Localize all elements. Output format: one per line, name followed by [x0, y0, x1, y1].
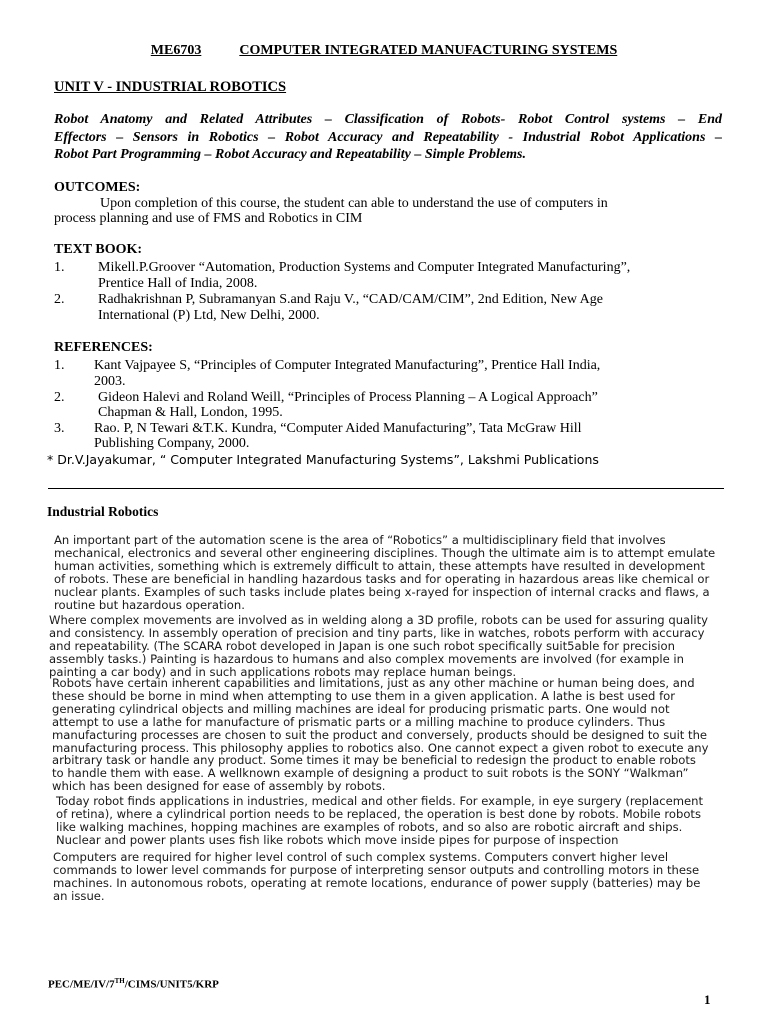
- textbook-heading: TEXT BOOK:: [54, 242, 143, 257]
- body-line: and repeatability. (The SCARA robot developed in Japan is one such robot specifically suit5able for precision: [49, 638, 675, 653]
- reference-line: Publishing Company, 2000.: [94, 436, 250, 451]
- topics-line: Effectors – Sensors in Robotics – Robot Accuracy and Repeatability - Industrial Robot Applications –: [54, 129, 722, 145]
- body-line: painting a car body) and in such applications robots may replace human beings.: [49, 664, 517, 679]
- references-heading: REFERENCES:: [54, 340, 153, 355]
- body-line: of retina), where a cylindrical portion needs to be replaced, the operation is best done by robots. Mobile robots: [56, 806, 702, 821]
- reference-line: 2003.: [94, 374, 126, 389]
- body-line: nuclear plants. Examples of such tasks include plates being x-rayed for inspection of internal cracks and flaws, a: [54, 584, 710, 599]
- body-line: mechanical, electronics and several other engineering disciplines. Though the ultimate aim is to attempt emulate: [54, 545, 716, 560]
- body-line: human activities, something which is extremely difficult to attain, these attempts have resulted in development: [54, 558, 705, 573]
- outcomes-line: Upon completion of this course, the student can able to understand the use of computers in: [100, 196, 608, 211]
- body-line: Today robot finds applications in industries, medical and other fields. For example, in eye surgery (replacement: [56, 794, 704, 808]
- body-line: arbitrary task or handle any product. Some times it may be beneficial to redesign the product to enable robots: [52, 753, 696, 768]
- page-number: 1: [704, 992, 711, 1007]
- body-line: Where complex movements are involved as in welding along a 3D profile, robots can be used for assuring quality: [49, 613, 708, 627]
- textbook-line: International (P) Ltd, New Delhi, 2000.: [98, 308, 320, 323]
- body-line: Robots have certain inherent capabilities and limitations, just as any other machine or human being does, and: [52, 676, 695, 690]
- footer-code: [48, 977, 219, 991]
- body-line: An important part of the automation scene is the area of “Robotics” a multidisciplinary field that involves: [54, 533, 666, 547]
- footer-code-suffix: /CIMS/UNIT5/KRP: [124, 978, 219, 991]
- body-paragraph: [56, 795, 703, 847]
- body-line: and consistency. In assembly operation of precision and tiny parts, like in watches, robots perform with accuracy: [49, 625, 705, 640]
- textbook-line: Mikell.P.Groover “Automation, Production Systems and Computer Integrated Manufacturing”,: [98, 260, 631, 275]
- body-paragraph: [53, 851, 700, 903]
- unit-title: UNIT V - INDUSTRIAL ROBOTICS: [54, 79, 287, 95]
- textbook-number: 1.: [54, 260, 65, 275]
- body-line: Nuclear and power plants uses fish like robots which move inside pipes for purpose of inspection: [56, 832, 619, 847]
- body-line: manufacturing process. This philosophy applies to robotics also. One cannot expect a given robot to execute any: [52, 740, 709, 755]
- reference-line: Chapman & Hall, London, 1995.: [98, 405, 283, 420]
- body-line: these should be borne in mind when attempting to use them in a given application. A lathe is best used for: [52, 688, 676, 703]
- reference-line: Gideon Halevi and Roland Weill, “Principles of Process Planning – A Logical Approach”: [98, 390, 598, 405]
- textbook-line: Prentice Hall of India, 2008.: [98, 276, 258, 291]
- topics-line: Robot Anatomy and Related Attributes – Classification of Robots- Robot Control systems – End: [54, 112, 722, 127]
- body-line: which has been designed for ease of assembly by robots.: [52, 779, 386, 794]
- reference-line: Rao. P, N Tewari &T.K. Kundra, “Computer Aided Manufacturing”, Tata McGraw Hill: [94, 421, 582, 436]
- body-line: assembly tasks.) Painting is hazardous to humans and also complex movements are involved (for example in: [49, 651, 684, 666]
- body-line: like walking machines, hopping machines are examples of robots, and so also are robotic aircraft and ships.: [56, 819, 683, 834]
- textbook-number: 2.: [54, 292, 65, 307]
- reference-line: Kant Vajpayee S, “Principles of Computer Integrated Manufacturing”, Prentice Hall India,: [94, 358, 601, 373]
- document-title: [0, 43, 768, 59]
- topics-paragraph: [54, 111, 722, 164]
- course-title: COMPUTER INTEGRATED MANUFACTURING SYSTEMS: [239, 43, 618, 58]
- body-line: attempt to use a lathe for manufacture of prismatic parts or a milling machine to produce cylinders. Thus: [52, 714, 666, 729]
- body-line: an issue.: [53, 888, 105, 903]
- reference-number: 3.: [54, 421, 65, 436]
- topics-line: Robot Part Programming – Robot Accuracy and Repeatability – Simple Problems.: [54, 147, 526, 162]
- reference-extra: * Dr.V.Jayakumar, “ Computer Integrated Manufacturing Systems”, Lakshmi Publications: [47, 452, 599, 467]
- outcomes-line: process planning and use of FMS and Robotics in CIM: [54, 211, 363, 226]
- body-line: generating cylindrical objects and milling machines are ideal for producing prismatic parts. One would not: [52, 701, 670, 716]
- body-line: machines. In autonomous robots, operating at remote locations, endurance of power supply (batteries) may be: [53, 875, 701, 890]
- textbook-line: Radhakrishnan P, Subramanyan S.and Raju V., “CAD/CAM/CIM”, 2nd Edition, New Age: [98, 292, 604, 307]
- section-heading: Industrial Robotics: [47, 504, 159, 519]
- footer-code-sup: TH: [114, 977, 125, 985]
- body-line: to handle them with ease. A wellknown example of designing a product to suit robots is the SONY “Walkman”: [52, 766, 689, 781]
- body-paragraph: [54, 534, 715, 611]
- body-line: commands to lower level commands for purpose of interpreting sensor outputs and controlling motors in these: [53, 862, 700, 877]
- body-line: manufacturing processes are chosen to suit the product and conversely, products should be designed to suit the: [52, 727, 708, 742]
- outcomes-heading: OUTCOMES:: [54, 180, 141, 195]
- horizontal-rule: [48, 488, 724, 489]
- body-line: Computers are required for higher level control of such complex systems. Computers convert higher level: [53, 850, 669, 864]
- reference-number: 1.: [54, 358, 65, 373]
- course-code: ME6703: [150, 43, 202, 58]
- body-paragraph: [49, 614, 708, 679]
- body-line: routine but hazardous operation.: [54, 597, 245, 612]
- body-line: of robots. These are beneficial in handling hazardous tasks and for operating in hazardous areas like chemical or: [54, 571, 710, 586]
- footer-code-prefix: PEC/ME/IV/7: [48, 978, 115, 991]
- body-paragraph: [52, 677, 709, 793]
- reference-number: 2.: [54, 390, 65, 405]
